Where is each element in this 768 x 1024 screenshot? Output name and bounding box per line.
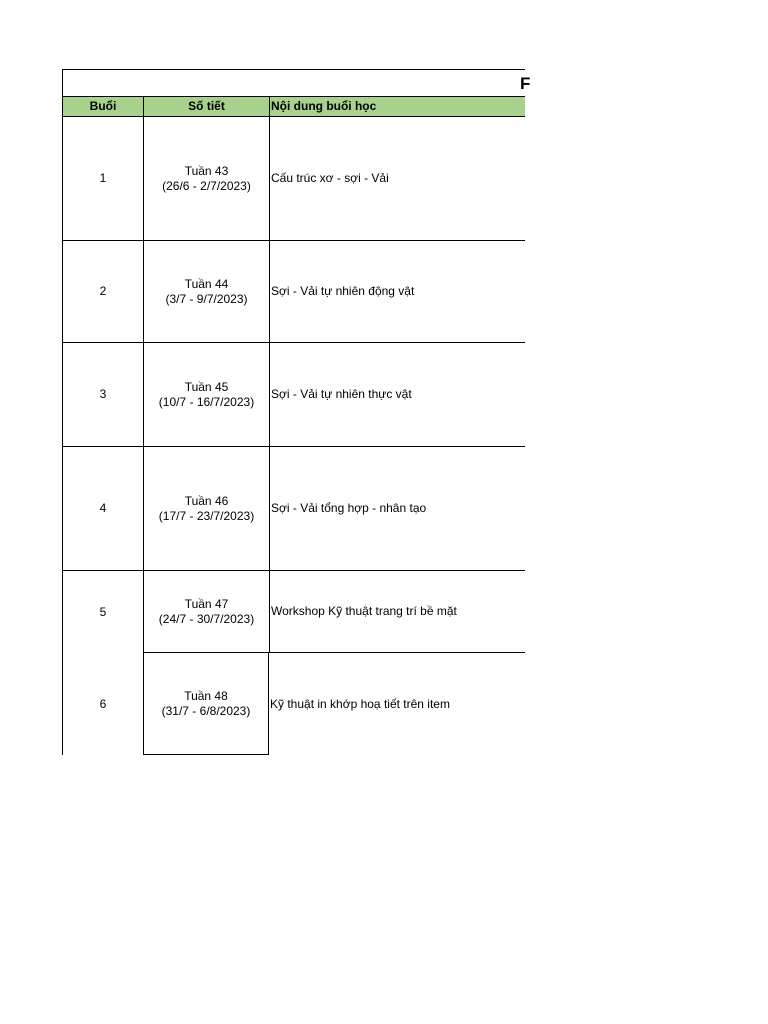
row-1-noi-dung bbox=[269, 117, 525, 241]
buoi-number: 6 bbox=[99, 696, 107, 711]
buoi-number: 1 bbox=[99, 171, 107, 185]
week-dates: (10/7 - 16/7/2023) bbox=[158, 394, 255, 409]
row-1-so-tiet bbox=[143, 117, 269, 241]
header-noi-dung: Nội dung buổi học bbox=[269, 97, 525, 116]
row-5-buoi bbox=[62, 571, 143, 653]
buoi-number: 3 bbox=[99, 387, 107, 401]
row-2-noi-dung bbox=[269, 241, 525, 343]
sheet-title: F bbox=[520, 74, 531, 93]
week-dates: (26/6 - 2/7/2023) bbox=[162, 178, 251, 193]
title-row bbox=[62, 69, 531, 96]
week-label: Tuần 44 bbox=[184, 276, 229, 291]
row-6-noi-dung bbox=[269, 653, 525, 755]
week-label: Tuần 45 bbox=[184, 379, 229, 394]
row-5-noi-dung bbox=[269, 571, 525, 653]
session-content: Cấu trúc xơ - sợi - Vải bbox=[271, 171, 389, 185]
session-content: Sợi - Vải tự nhiên thực vật bbox=[271, 387, 412, 401]
session-content: Sợi - Vải tổng hợp - nhân tạo bbox=[271, 501, 427, 515]
buoi-number: 5 bbox=[99, 604, 107, 619]
week-label: Tuần 46 bbox=[184, 493, 229, 508]
row-6-so-tiet bbox=[143, 653, 269, 755]
session-content: Sợi - Vải tự nhiên động vật bbox=[271, 284, 415, 298]
session-content: Workshop Kỹ thuật trang trí bề mặt bbox=[271, 604, 457, 618]
row-4-buoi bbox=[62, 447, 143, 571]
week-dates: (17/7 - 23/7/2023) bbox=[158, 508, 255, 523]
header-buoi: Buổi bbox=[62, 97, 143, 116]
week-label: Tuần 47 bbox=[184, 596, 229, 611]
row-5-so-tiet bbox=[143, 571, 269, 653]
week-dates: (3/7 - 9/7/2023) bbox=[165, 291, 248, 306]
header-so-tiet: Số tiết bbox=[143, 97, 269, 116]
buoi-number: 2 bbox=[99, 284, 107, 298]
week-dates: (31/7 - 6/8/2023) bbox=[161, 703, 251, 718]
row-3-so-tiet bbox=[143, 343, 269, 447]
week-dates: (24/7 - 30/7/2023) bbox=[158, 611, 255, 626]
row-1-buoi bbox=[62, 117, 143, 241]
row-3-buoi bbox=[62, 343, 143, 447]
row-4-noi-dung bbox=[269, 447, 525, 571]
table-header-row bbox=[62, 96, 525, 117]
row-4-so-tiet bbox=[143, 447, 269, 571]
week-label: Tuần 48 bbox=[184, 688, 228, 703]
schedule-sheet bbox=[62, 69, 531, 755]
row-3-noi-dung bbox=[269, 343, 525, 447]
row-2-so-tiet bbox=[143, 241, 269, 343]
buoi-number: 4 bbox=[99, 501, 107, 515]
session-content: Kỹ thuật in khớp hoạ tiết trên item bbox=[270, 696, 450, 711]
row-6-buoi bbox=[62, 653, 143, 755]
row-2-buoi bbox=[62, 241, 143, 343]
week-label: Tuần 43 bbox=[184, 163, 229, 178]
